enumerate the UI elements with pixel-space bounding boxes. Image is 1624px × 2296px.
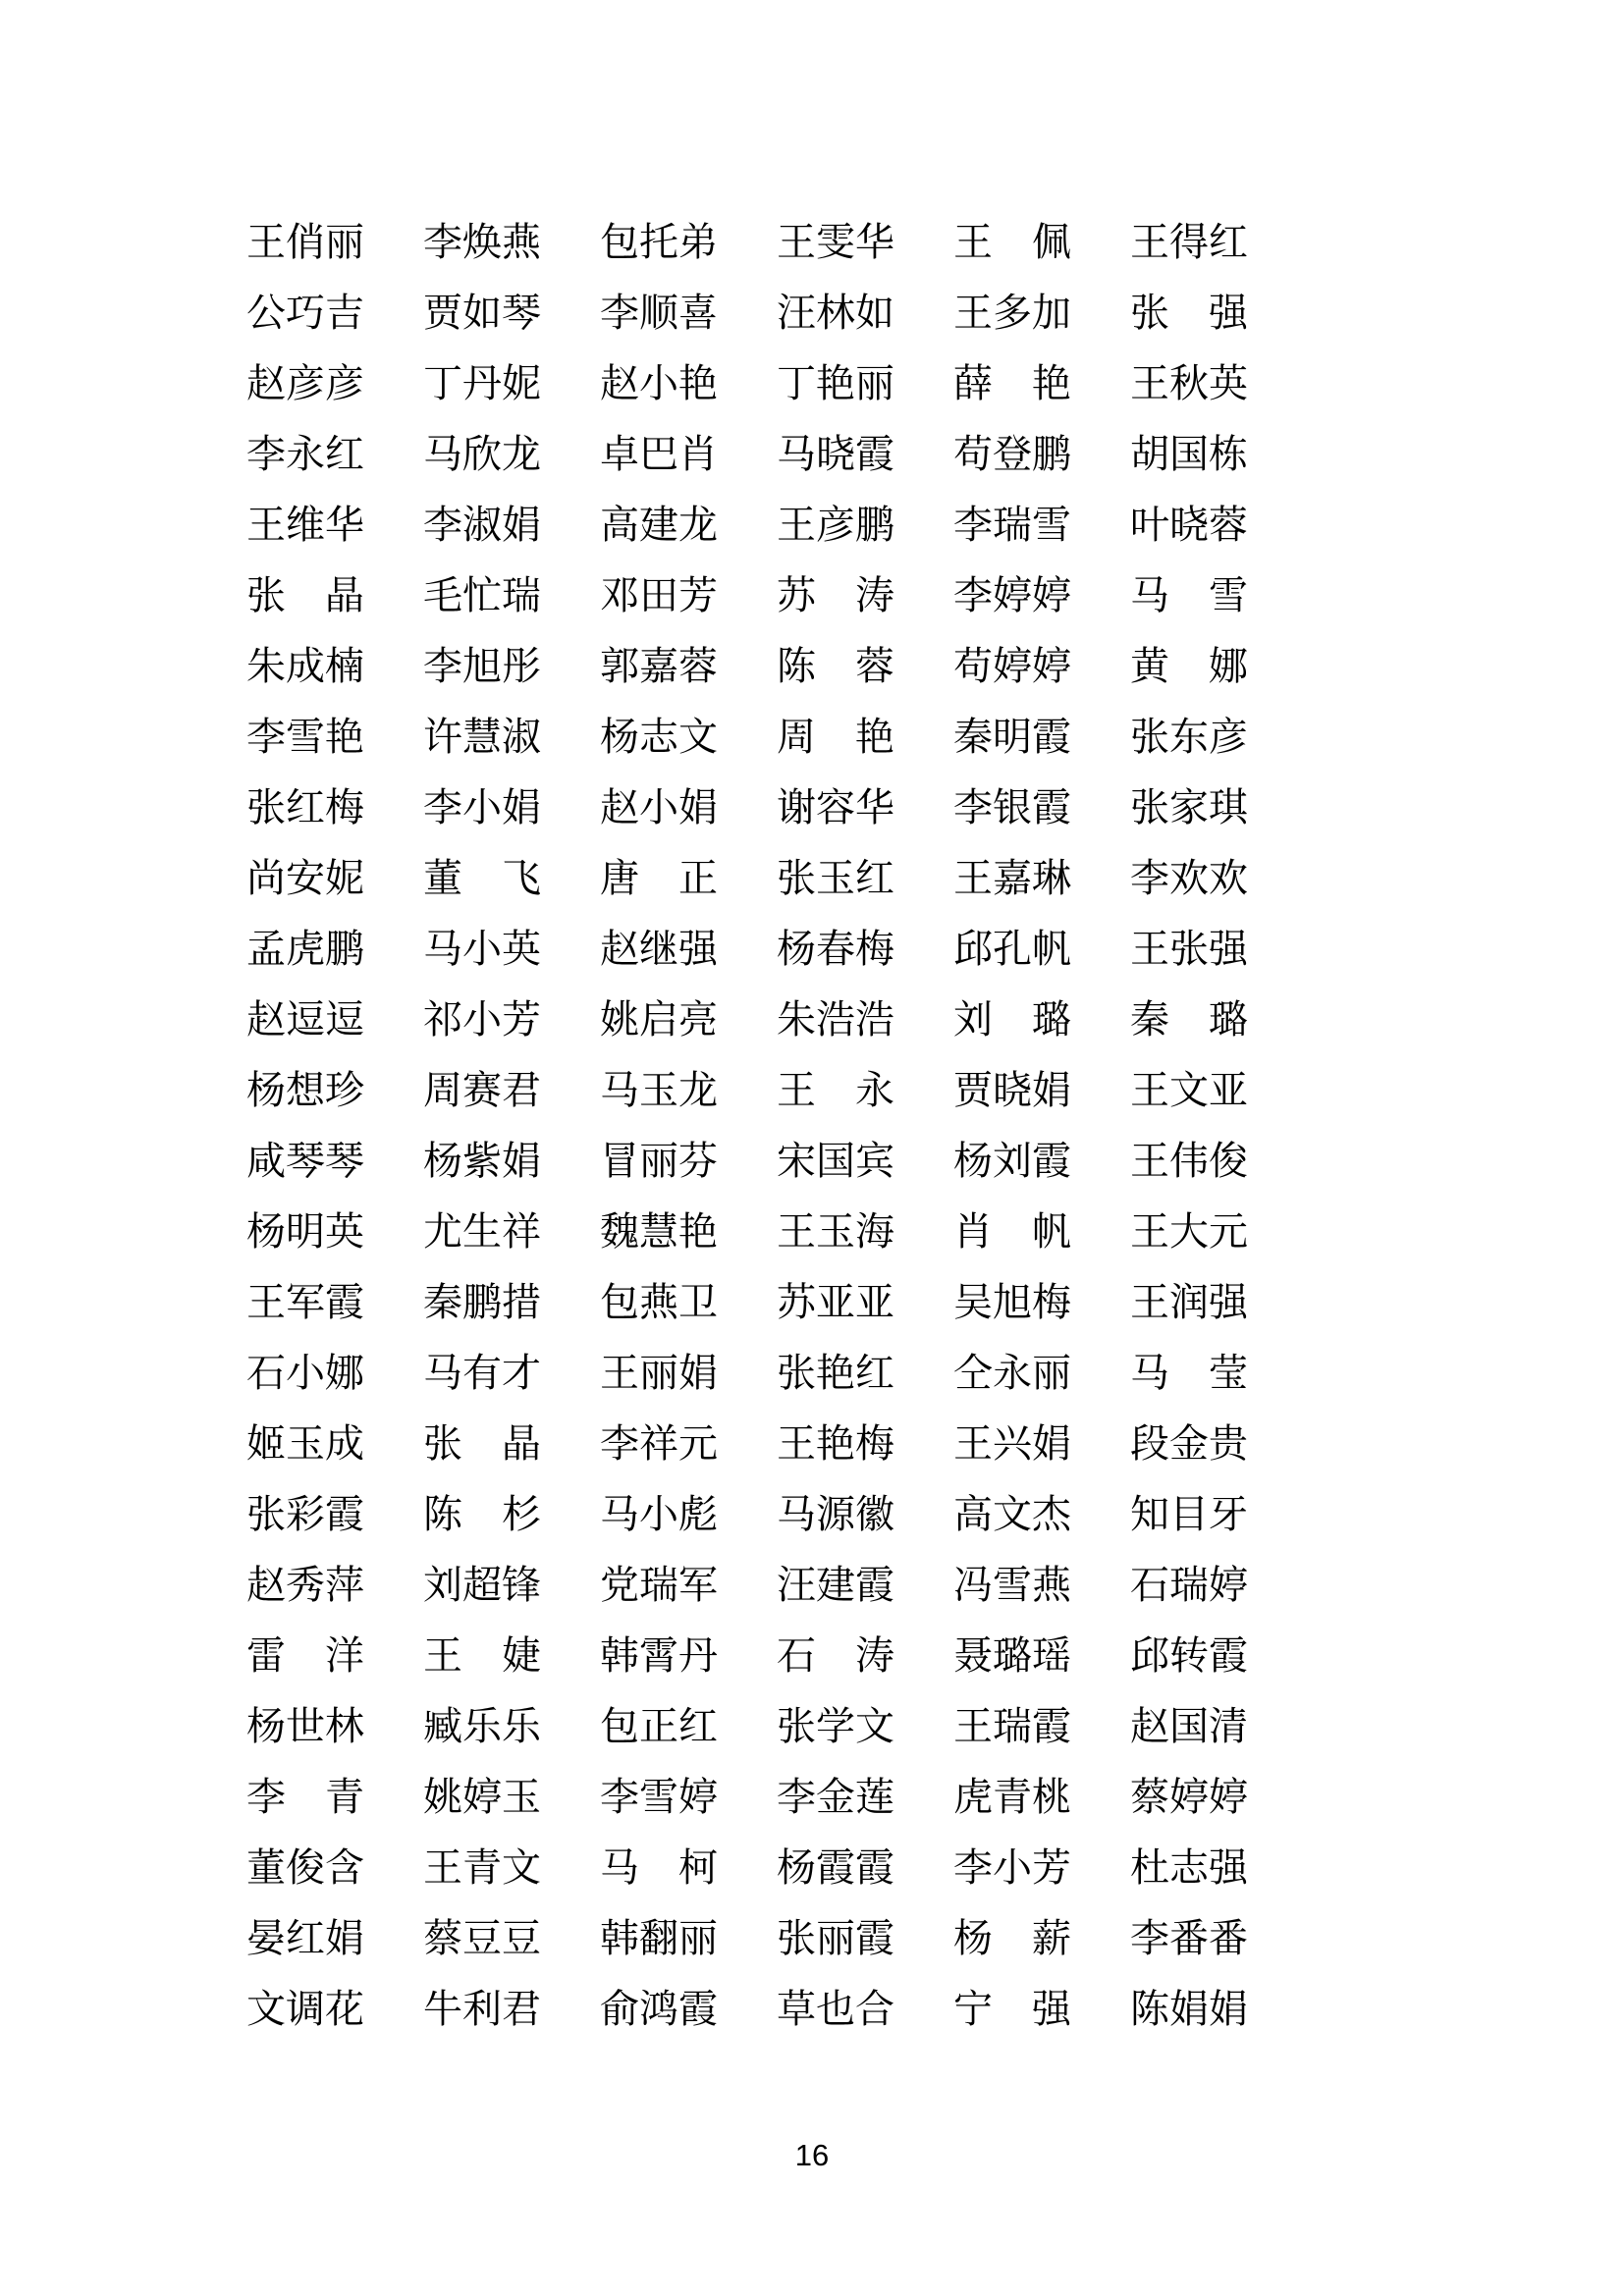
name-cell: 王 伟 俊 [1130,1139,1248,1183]
name-cell: 赵 国 清 [1130,1704,1248,1748]
name-cell: 包 燕 卫 [600,1280,718,1324]
name-cell: 王 秋 英 [1130,361,1248,405]
name-cell: 张 艳 红 [777,1351,894,1395]
name-cell: 马 小 彪 [600,1492,718,1536]
name-cell: 贾 如 琴 [423,291,541,335]
name-cell: 王 大 元 [1130,1209,1248,1254]
name-cell: 邱 孔 帆 [953,927,1071,971]
name-cell: 包 托 弟 [600,220,718,264]
name-cell: 仝 永 丽 [953,1351,1071,1395]
name-cell: 李 欢 欢 [1130,856,1248,900]
name-cell: 李 番 番 [1130,1916,1248,1960]
name-cell: 张 家 琪 [1130,785,1248,829]
name-cell: 苟 登 鹏 [953,432,1071,476]
name-cell: 虎 青 桃 [953,1775,1071,1819]
name-cell: 姚 启 亮 [600,997,718,1041]
name-cell: 杨 紫 娟 [423,1139,541,1183]
name-cell: 宁 强 [953,1987,1071,2031]
name-cell: 高 建 龙 [600,503,718,547]
name-cell: 王 瑞 霞 [953,1704,1071,1748]
name-cell: 李 淑 娟 [423,503,541,547]
name-cell: 咸 琴 琴 [246,1139,364,1183]
name-cell: 姚 婷 玉 [423,1775,541,1819]
name-cell: 王 文 亚 [1130,1068,1248,1112]
name-cell: 李 旭 彤 [423,644,541,688]
name-cell: 丁 艳 丽 [777,361,894,405]
name-cell: 李 祥 元 [600,1421,718,1466]
name-cell: 李 雪 艳 [246,715,364,759]
name-cell: 李 顺 喜 [600,291,718,335]
name-cell: 李 小 芳 [953,1845,1071,1890]
name-cell: 苏 亚 亚 [777,1280,894,1324]
name-cell: 王 丽 娟 [600,1351,718,1395]
name-cell: 马 有 才 [423,1351,541,1395]
name-cell: 王 艳 梅 [777,1421,894,1466]
name-cell: 苟 婷 婷 [953,644,1071,688]
name-cell: 刘 璐 [953,997,1071,1041]
name-cell: 邱 转 霞 [1130,1633,1248,1678]
name-cell: 王 多 加 [953,291,1071,335]
name-cell: 李 银 霞 [953,785,1071,829]
name-cell: 晏 红 娟 [246,1916,364,1960]
name-cell: 孟 虎 鹏 [246,927,364,971]
name-cell: 朱 浩 浩 [777,997,894,1041]
name-cell: 马 雪 [1130,573,1248,617]
name-cell: 马 晓 霞 [777,432,894,476]
name-cell: 李 永 红 [246,432,364,476]
name-cell: 陈 蓉 [777,644,894,688]
name-cell: 段 金 贵 [1130,1421,1248,1466]
name-cell: 王 张 强 [1130,927,1248,971]
name-cell: 薛 艳 [953,361,1071,405]
name-cell: 王 兴 娟 [953,1421,1071,1466]
name-cell: 谢 容 华 [777,785,894,829]
name-cell: 蔡 婷 婷 [1130,1775,1248,1819]
name-cell: 王 维 华 [246,503,364,547]
name-cell: 王 嘉 琳 [953,856,1071,900]
name-cell: 陈 娟 娟 [1130,1987,1248,2031]
name-cell: 韩 翻 丽 [600,1916,718,1960]
name-cell: 肖 帆 [953,1209,1071,1254]
name-cell: 赵 彦 彦 [246,361,364,405]
name-cell: 韩 霄 丹 [600,1633,718,1678]
name-cell: 贾 晓 娟 [953,1068,1071,1112]
name-cell: 文 调 花 [246,1987,364,2031]
name-cell: 杨 志 文 [600,715,718,759]
name-cell: 王 婕 [423,1633,541,1678]
name-cell: 周 赛 君 [423,1068,541,1112]
name-cell: 牛 利 君 [423,1987,541,2031]
name-cell: 祁 小 芳 [423,997,541,1041]
name-cell: 臧 乐 乐 [423,1704,541,1748]
name-cell: 李 雪 婷 [600,1775,718,1819]
name-cell: 蔡 豆 豆 [423,1916,541,1960]
name-cell: 李 小 娟 [423,785,541,829]
name-cell: 李 金 莲 [777,1775,894,1819]
name-cell: 马 源 徽 [777,1492,894,1536]
name-cell: 高 文 杰 [953,1492,1071,1536]
name-cell: 尚 安 妮 [246,856,364,900]
name-cell: 王 佩 [953,220,1071,264]
name-cell: 王 润 强 [1130,1280,1248,1324]
name-cell: 赵 小 娟 [600,785,718,829]
name-cell: 聂 璐 瑶 [953,1633,1071,1678]
name-cell: 杨 薪 [953,1916,1071,1960]
name-cell: 马 玉 龙 [600,1068,718,1112]
page-number: 16 [794,2138,830,2172]
name-cell: 王 彦 鹏 [777,503,894,547]
name-cell: 张 玉 红 [777,856,894,900]
name-cell: 黄 娜 [1130,644,1248,688]
name-cell: 胡 国 栋 [1130,432,1248,476]
name-cell: 赵 小 艳 [600,361,718,405]
name-cell: 王 永 [777,1068,894,1112]
name-cell: 雷 洋 [246,1633,364,1678]
name-cell: 杨 想 珍 [246,1068,364,1112]
name-cell: 杨 霞 霞 [777,1845,894,1890]
name-cell: 杨 世 林 [246,1704,364,1748]
name-cell: 俞 鸿 霞 [600,1987,718,2031]
name-cell: 吴 旭 梅 [953,1280,1071,1324]
name-cell: 张 丽 霞 [777,1916,894,1960]
name-cell: 汪 建 霞 [777,1563,894,1607]
names-grid [246,207,1248,2045]
name-cell: 石 涛 [777,1633,894,1678]
name-cell: 邓 田 芳 [600,573,718,617]
name-cell: 马 小 英 [423,927,541,971]
name-cell: 苏 涛 [777,573,894,617]
name-cell: 赵 秀 萍 [246,1563,364,1607]
name-cell: 叶 晓 蓉 [1130,503,1248,547]
name-cell: 冒 丽 芬 [600,1139,718,1183]
name-cell: 王 军 霞 [246,1280,364,1324]
name-cell: 草 也 合 [777,1987,894,2031]
name-cell: 秦 鹏 措 [423,1280,541,1324]
name-cell: 魏 慧 艳 [600,1209,718,1254]
name-cell: 王 青 文 [423,1845,541,1890]
name-cell: 朱 成 楠 [246,644,364,688]
name-cell: 陈 杉 [423,1492,541,1536]
name-cell: 马 欣 龙 [423,432,541,476]
name-cell: 党 瑞 军 [600,1563,718,1607]
name-cell: 李 焕 燕 [423,220,541,264]
name-cell: 卓 巴 肖 [600,432,718,476]
name-cell: 张 彩 霞 [246,1492,364,1536]
name-cell: 刘 超 锋 [423,1563,541,1607]
name-cell: 李 婷 婷 [953,573,1071,617]
name-cell: 杨 刘 霞 [953,1139,1071,1183]
name-cell: 郭 嘉 蓉 [600,644,718,688]
name-cell: 张 晶 [423,1421,541,1466]
name-cell: 秦 璐 [1130,997,1248,1041]
name-cell: 马 柯 [600,1845,718,1890]
name-cell: 杜 志 强 [1130,1845,1248,1890]
name-cell: 包 正 红 [600,1704,718,1748]
name-cell: 马 莹 [1130,1351,1248,1395]
name-cell: 石 瑞 婷 [1130,1563,1248,1607]
name-cell: 唐 正 [600,856,718,900]
name-cell: 秦 明 霞 [953,715,1071,759]
name-cell: 知 目 牙 [1130,1492,1248,1536]
name-cell: 王 俏 丽 [246,220,364,264]
name-cell: 张 东 彦 [1130,715,1248,759]
name-cell: 石 小 娜 [246,1351,364,1395]
name-cell: 公 巧 吉 [246,291,364,335]
name-cell: 汪 林 如 [777,291,894,335]
name-cell: 张 学 文 [777,1704,894,1748]
name-cell: 杨 明 英 [246,1209,364,1254]
name-cell: 董 飞 [423,856,541,900]
name-cell: 张 晶 [246,573,364,617]
name-cell: 王 得 红 [1130,220,1248,264]
name-cell: 丁 丹 妮 [423,361,541,405]
name-cell: 杨 春 梅 [777,927,894,971]
name-cell: 李 瑞 雪 [953,503,1071,547]
name-cell: 王 玉 海 [777,1209,894,1254]
name-cell: 毛 忙 瑞 [423,573,541,617]
name-cell: 张 红 梅 [246,785,364,829]
name-cell: 李 青 [246,1775,364,1819]
name-cell: 姬 玉 成 [246,1421,364,1466]
name-cell: 周 艳 [777,715,894,759]
name-cell: 赵 逗 逗 [246,997,364,1041]
name-cell: 王 雯 华 [777,220,894,264]
name-cell: 张 强 [1130,291,1248,335]
name-cell: 冯 雪 燕 [953,1563,1071,1607]
name-cell: 赵 继 强 [600,927,718,971]
name-cell: 尤 生 祥 [423,1209,541,1254]
name-cell: 宋 国 宾 [777,1139,894,1183]
name-cell: 董 俊 含 [246,1845,364,1890]
name-cell: 许 慧 淑 [423,715,541,759]
